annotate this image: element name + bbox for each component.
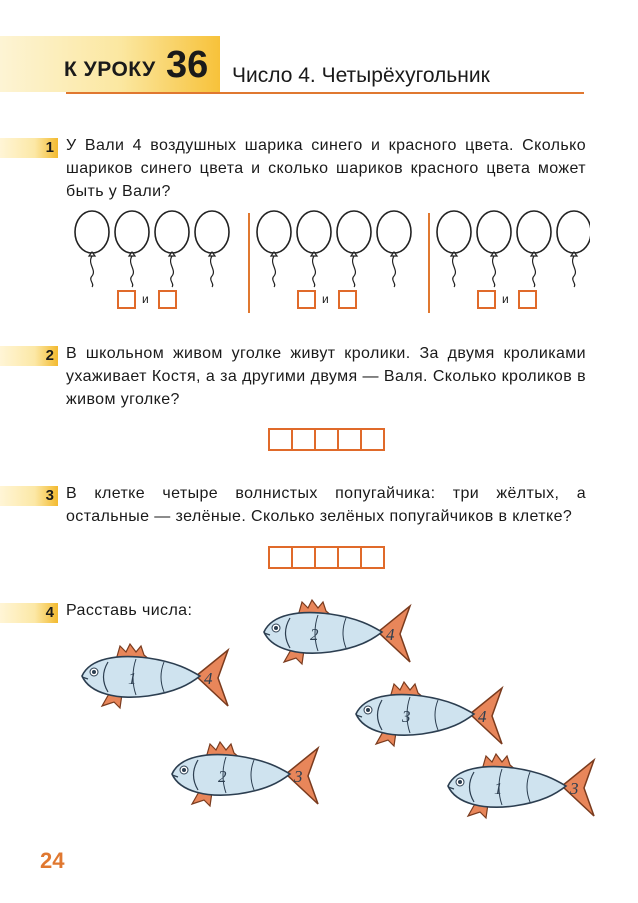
fish-body-number: 2 — [310, 625, 319, 644]
fish-icon — [172, 742, 318, 806]
task-1-text: У Вали 4 воздушных шарика синего и красного цвета. Сколько шариков синего цвета и сколько шариков красного цвета может быть у Вали? — [66, 137, 586, 200]
task-2-text: В школьном живом уголке живут кролики. За двумя кроликами ухаживает Костя, а за другими двумя — Валя. Сколько кроликов в живом уголке? — [66, 345, 586, 408]
task-3-number: 3 — [45, 487, 54, 504]
fish-icon — [82, 644, 228, 708]
connector-and: и — [322, 292, 329, 306]
fish-tail-number: 4 — [478, 707, 487, 726]
page-number: 24 — [40, 848, 65, 873]
task-4-text: Расставь числа: — [66, 602, 193, 619]
fish-icon — [264, 600, 410, 664]
fish-icon — [356, 682, 502, 746]
page-title: Число 4. Четырёхугольник — [232, 64, 490, 87]
fish-body-number: 2 — [218, 767, 227, 786]
fish-tail-number: 3 — [294, 767, 303, 786]
fish-tail-number: 4 — [204, 669, 213, 688]
fish-body-number: 3 — [402, 707, 411, 726]
fish-icon — [448, 754, 594, 818]
task-3-text: В клетке четыре волнистых попугайчика: три жёлтых, а остальные — зелёные. Сколько зелёных попугайчиков в клетке? — [66, 485, 586, 525]
task-4-number: 4 — [45, 604, 54, 621]
task-1-number: 1 — [45, 139, 54, 156]
lesson-number: 36 — [166, 44, 209, 86]
fish-tail-number: 3 — [570, 779, 579, 798]
fish-body-number: 1 — [128, 669, 137, 688]
task-2-number: 2 — [45, 347, 54, 364]
connector-and: и — [502, 292, 509, 306]
lesson-label: К УРОКУ — [64, 58, 156, 81]
fish-body-number: 1 — [494, 779, 503, 798]
fish-tail-number: 4 — [386, 625, 395, 644]
connector-and: и — [142, 292, 149, 306]
